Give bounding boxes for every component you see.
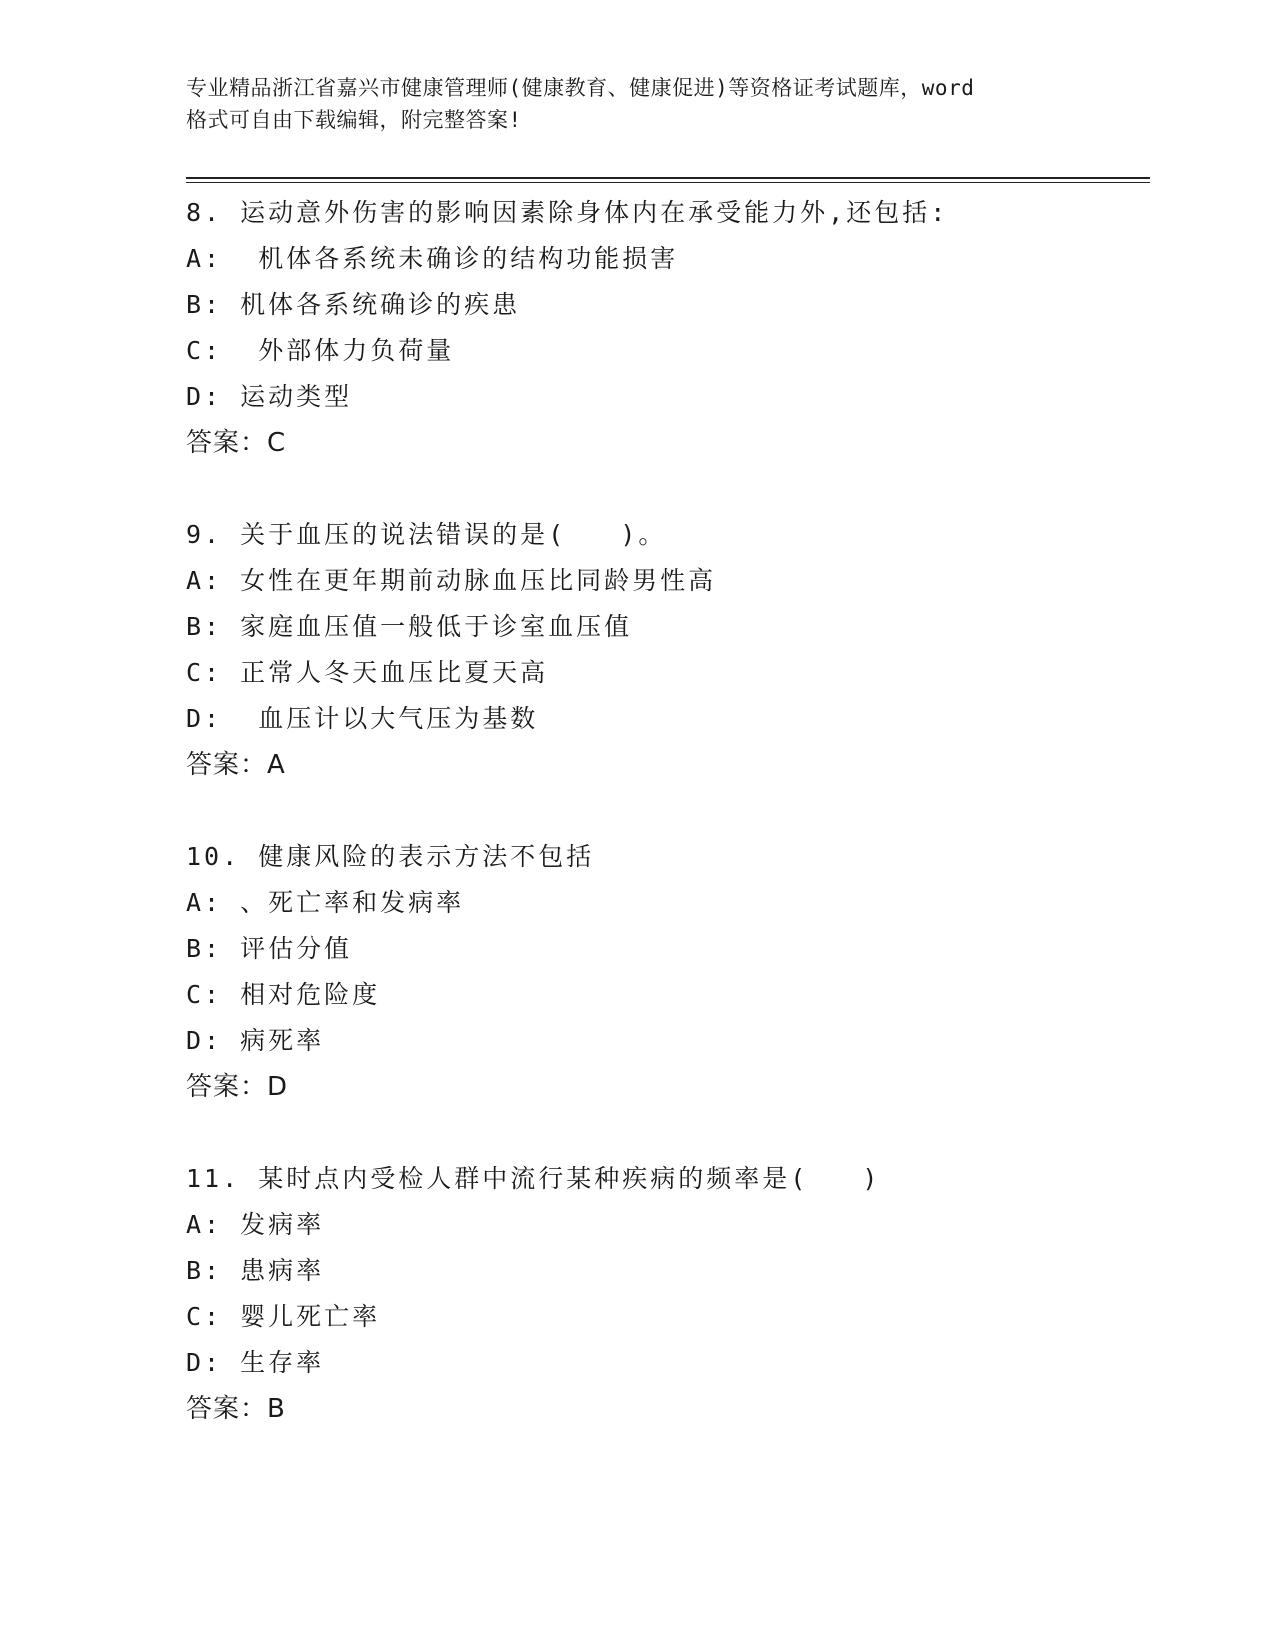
question-10 bbox=[186, 834, 1150, 1110]
header-line-1: 专业精品浙江省嘉兴市健康管理师(健康教育、健康促进)等资格证考试题库，word bbox=[186, 76, 975, 100]
question-stem: 8. 运动意外伤害的影响因素除身体内在承受能力外,还包括: bbox=[186, 198, 949, 227]
header-rule-thick bbox=[186, 177, 1150, 179]
option-c: C: 外部体力负荷量 bbox=[186, 336, 455, 365]
option-c: C: 相对危险度 bbox=[186, 980, 381, 1009]
question-11 bbox=[186, 1156, 1150, 1432]
option-d: D: 运动类型 bbox=[186, 382, 353, 411]
option-d: D: 血压计以大气压为基数 bbox=[186, 704, 539, 733]
question-9 bbox=[186, 512, 1150, 788]
header-rule-thin bbox=[186, 182, 1150, 183]
option-d: D: 病死率 bbox=[186, 1026, 325, 1055]
answer-line: 答案：C bbox=[186, 428, 287, 458]
option-b: B: 评估分值 bbox=[186, 934, 353, 963]
question-stem: 10. 健康风险的表示方法不包括 bbox=[186, 842, 595, 871]
option-c: C: 正常人冬天血压比夏天高 bbox=[186, 658, 549, 687]
option-d: D: 生存率 bbox=[186, 1348, 325, 1377]
answer-line: 答案：B bbox=[186, 1394, 286, 1424]
option-b: B: 机体各系统确诊的疾患 bbox=[186, 290, 521, 319]
answer-line: 答案：A bbox=[186, 750, 286, 780]
question-list bbox=[186, 190, 1150, 1478]
question-stem: 9. 关于血压的说法错误的是( )。 bbox=[186, 520, 667, 549]
option-a: A: 机体各系统未确诊的结构功能损害 bbox=[186, 244, 679, 273]
option-b: B: 家庭血压值一般低于诊室血压值 bbox=[186, 612, 633, 641]
option-b: B: 患病率 bbox=[186, 1256, 325, 1285]
document-header bbox=[186, 72, 1096, 136]
question-stem: 11. 某时点内受检人群中流行某种疾病的频率是( ) bbox=[186, 1164, 881, 1193]
question-8 bbox=[186, 190, 1150, 466]
answer-line: 答案：D bbox=[186, 1072, 289, 1102]
header-line-2: 格式可自由下载编辑，附完整答案! bbox=[186, 108, 522, 132]
option-a: A: 发病率 bbox=[186, 1210, 325, 1239]
option-c: C: 婴儿死亡率 bbox=[186, 1302, 381, 1331]
option-a: A: 、死亡率和发病率 bbox=[186, 888, 465, 917]
option-a: A: 女性在更年期前动脉血压比同龄男性高 bbox=[186, 566, 717, 595]
